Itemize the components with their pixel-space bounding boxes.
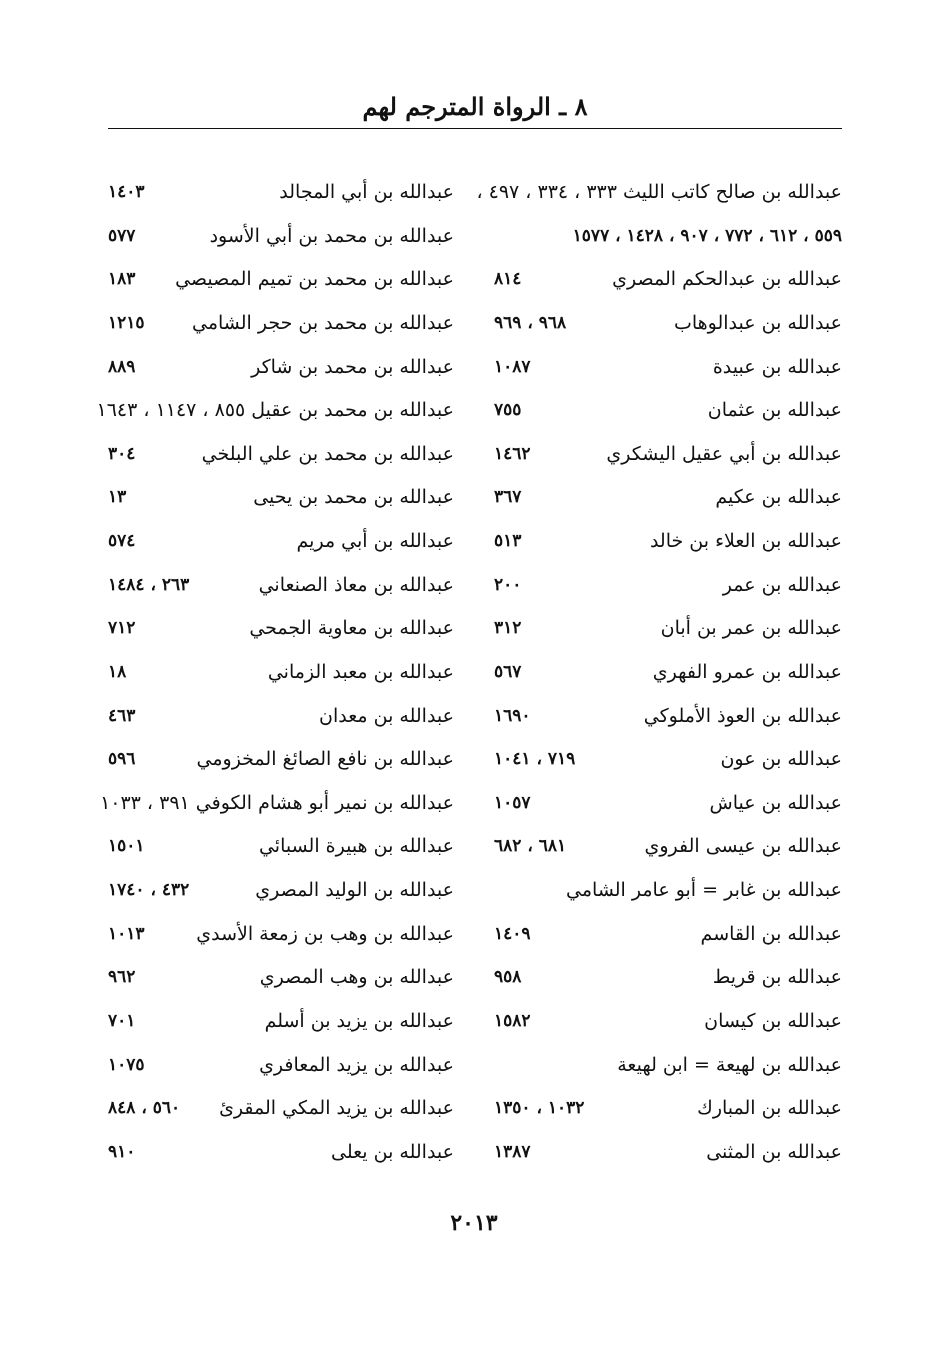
hadith-references: ١٠٣٢ ، ١٣٥٠	[494, 1098, 585, 1119]
hadith-references: ٥٩٦	[108, 749, 136, 770]
narrator-name: عبدالله بن نمير أبو هشام الكوفي ٣٩١ ، ١٠٣٣	[100, 791, 454, 814]
index-entry	[494, 696, 842, 736]
index-entry	[108, 914, 454, 954]
hadith-references: ٧٥٥	[494, 400, 522, 421]
narrator-name: عبدالله بن عبيدة	[712, 355, 842, 378]
index-entry	[108, 347, 454, 387]
narrator-name: عبدالله بن معاوية الجمحي	[249, 617, 454, 640]
hadith-references: ٥٦٧	[494, 661, 522, 682]
index-entry	[108, 1001, 454, 1041]
hadith-references: ١٥٨٢	[494, 1010, 531, 1031]
index-entry	[108, 1045, 454, 1085]
narrator-name: عبدالله بن عياش	[709, 791, 842, 814]
narrator-name: عبدالله بن محمد بن عقيل ٨٥٥ ، ١١٤٧ ، ١٦٤٣	[96, 399, 454, 422]
hadith-references: ١٨	[108, 661, 127, 682]
hadith-references: ٣٠٤	[108, 443, 136, 464]
hadith-references: ٩٦٢	[108, 967, 136, 988]
narrator-name: عبدالله بن عمر	[722, 573, 842, 596]
index-entry	[108, 652, 454, 692]
narrator-name: عبدالله بن معدان	[319, 704, 454, 727]
index-entry	[494, 521, 842, 561]
narrator-name: عبدالله بن عمرو الفهري	[652, 660, 842, 683]
narrator-name: عبدالله بن المثنى	[706, 1140, 842, 1163]
index-entry	[494, 565, 842, 605]
narrator-name: عبدالله بن الوليد المصري	[255, 879, 454, 901]
narrator-name: عبدالله بن يعلى	[331, 1140, 454, 1163]
narrator-name: عبدالله بن محمد بن أبي الأسود	[209, 224, 454, 247]
index-entry	[108, 216, 454, 256]
index-entry	[108, 259, 454, 299]
index-entry	[494, 870, 842, 910]
index-entry	[100, 783, 454, 823]
header-rule	[108, 128, 842, 129]
hadith-references: ١٢١٥	[108, 312, 145, 333]
index-entry	[96, 390, 454, 430]
index-entry	[108, 434, 454, 474]
hadith-references: ١٠٨٧	[494, 356, 531, 377]
hadith-references: ٥٧٤	[108, 531, 136, 551]
hadith-references: ١٤٠٣	[108, 182, 145, 202]
hadith-references: ١٦٩٠	[494, 705, 531, 726]
index-entry	[108, 303, 454, 343]
hadith-references: ١٤٠٩	[494, 923, 531, 944]
hadith-references: ٥٧٧	[108, 225, 136, 246]
index-entry	[108, 1088, 454, 1128]
narrator-name: عبدالله بن معبد الزماني	[267, 660, 454, 683]
narrator-name: عبدالله بن أبي المجالد	[279, 181, 454, 203]
index-entry	[108, 696, 454, 736]
narrator-name: عبدالله بن غابر = أبو عامر الشامي	[566, 879, 842, 901]
index-entry	[494, 477, 842, 517]
index-entry	[494, 434, 842, 474]
narrator-name: عبدالله بن العوذ الأملوكي	[643, 704, 842, 727]
index-entry	[494, 216, 842, 256]
hadith-references: ١٨٣	[108, 269, 136, 290]
index-entry	[494, 783, 842, 823]
index-entry	[108, 565, 454, 605]
index-entry	[494, 652, 842, 692]
index-entry	[108, 739, 454, 779]
hadith-references: ١٠٧٥	[108, 1054, 145, 1075]
narrator-name: عبدالله بن محمد بن يحيى	[253, 486, 454, 509]
index-column-left	[96, 172, 454, 1172]
narrator-name: عبدالله بن هبيرة السبائي	[258, 835, 454, 858]
hadith-references: ٥٥٩ ، ٦١٢ ، ٧٧٢ ، ٩٠٧ ، ١٤٢٨ ، ١٥٧٧	[572, 225, 842, 246]
hadith-references: ١٠١٣	[108, 923, 145, 944]
narrator-name: عبدالله بن عبدالحكم المصري	[612, 268, 842, 291]
hadith-references: ٥١٣	[494, 531, 522, 551]
index-entry	[108, 172, 454, 212]
index-entry	[108, 826, 454, 866]
narrator-name: عبدالله بن وهب بن زمعة الأسدي	[196, 922, 454, 945]
hadith-references: ٢٦٣ ، ١٤٨٤	[108, 574, 190, 595]
hadith-references: ٩٥٨	[494, 967, 522, 988]
hadith-references: ١٤٦٢	[494, 443, 531, 464]
index-entry	[494, 1132, 842, 1172]
index-entry	[494, 957, 842, 997]
index-entry	[494, 390, 842, 430]
narrator-name: عبدالله بن معاذ الصنعاني	[258, 573, 454, 596]
hadith-references: ٤٣٢ ، ١٧٤٠	[108, 880, 190, 900]
hadith-references: ٥٦٠ ، ٨٤٨	[108, 1098, 181, 1119]
index-entry	[108, 477, 454, 517]
narrator-name: عبدالله بن صالح كاتب الليث ٣٣٣ ، ٣٣٤ ، ٤٩٧ ،	[476, 181, 842, 203]
hadith-references: ١٣	[108, 487, 127, 508]
index-entry	[494, 914, 842, 954]
narrator-name: عبدالله بن المبارك	[697, 1097, 842, 1120]
narrator-name: عبدالله بن أبي مريم	[296, 530, 454, 552]
hadith-references: ٦٨١ ، ٦٨٢	[494, 836, 567, 857]
index-entry	[108, 870, 454, 910]
index-entry	[494, 826, 842, 866]
hadith-references: ٣١٢	[494, 618, 522, 639]
narrator-name: عبدالله بن عكيم	[715, 486, 842, 509]
index-entry	[494, 303, 842, 343]
hadith-references: ١٠٥٧	[494, 792, 531, 813]
hadith-references: ٩٦٨ ، ٩٦٩	[494, 312, 567, 333]
hadith-references: ٧١٢	[108, 618, 136, 639]
narrator-name: عبدالله بن العلاء بن خالد	[649, 530, 842, 552]
hadith-references: ٨١٤	[494, 269, 522, 290]
narrator-name: عبدالله بن عون	[720, 748, 842, 771]
hadith-references: ٧١٩ ، ١٠٤١	[494, 749, 576, 770]
index-entry	[476, 172, 842, 212]
index-entry	[494, 259, 842, 299]
index-entry	[494, 739, 842, 779]
narrator-name: عبدالله بن محمد بن علي البلخي	[201, 442, 454, 465]
index-entry	[494, 1088, 842, 1128]
narrator-name: عبدالله بن محمد بن شاكر	[251, 355, 454, 378]
index-entry	[494, 1045, 842, 1085]
index-entry	[108, 1132, 454, 1172]
index-entry	[494, 1001, 842, 1041]
narrator-name: عبدالله بن عيسى الفروي	[644, 835, 842, 858]
hadith-references: ٩١٠	[108, 1141, 136, 1162]
hadith-references: ٣٦٧	[494, 487, 522, 508]
narrator-name: عبدالله بن أبي عقيل اليشكري	[606, 442, 842, 465]
hadith-references: ٧٠١	[108, 1010, 136, 1031]
hadith-references: ٢٠٠	[494, 574, 522, 595]
index-entry	[108, 957, 454, 997]
narrator-name: عبدالله بن نافع الصائغ المخزومي	[196, 748, 454, 771]
hadith-references: ٨٨٩	[108, 356, 136, 377]
hadith-references: ٤٦٣	[108, 705, 136, 726]
narrator-name: عبدالله بن عبدالوهاب	[673, 311, 842, 334]
hadith-references: ١٥٠١	[108, 836, 145, 857]
index-entry	[494, 608, 842, 648]
page-number: ٢٠١٣	[450, 1210, 498, 1236]
narrator-name: عبدالله بن لهيعة = ابن لهيعة	[617, 1053, 842, 1076]
index-entry	[494, 347, 842, 387]
narrator-name: عبدالله بن وهب المصري	[259, 966, 454, 989]
index-entry	[108, 521, 454, 561]
index-entry	[108, 608, 454, 648]
narrator-name: عبدالله بن يزيد المعافري	[259, 1053, 454, 1076]
narrator-name: عبدالله بن يزيد المكي المقرئ	[219, 1097, 454, 1120]
narrator-name: عبدالله بن عمر بن أبان	[660, 617, 842, 640]
narrator-name: عبدالله بن عثمان	[707, 399, 842, 422]
narrator-name: عبدالله بن قريط	[712, 966, 842, 989]
index-column-right	[476, 172, 842, 1172]
narrator-name: عبدالله بن محمد بن تميم المصيصي	[175, 268, 454, 291]
narrator-name: عبدالله بن كيسان	[704, 1009, 842, 1032]
narrator-name: عبدالله بن محمد بن حجر الشامي	[191, 311, 454, 334]
narrator-name: عبدالله بن القاسم	[700, 922, 842, 945]
hadith-references: ١٣٨٧	[494, 1141, 531, 1162]
narrator-name: عبدالله بن يزيد بن أسلم	[264, 1009, 454, 1032]
page-header-title: ٨ ـ الرواة المترجم لهم	[362, 92, 588, 121]
